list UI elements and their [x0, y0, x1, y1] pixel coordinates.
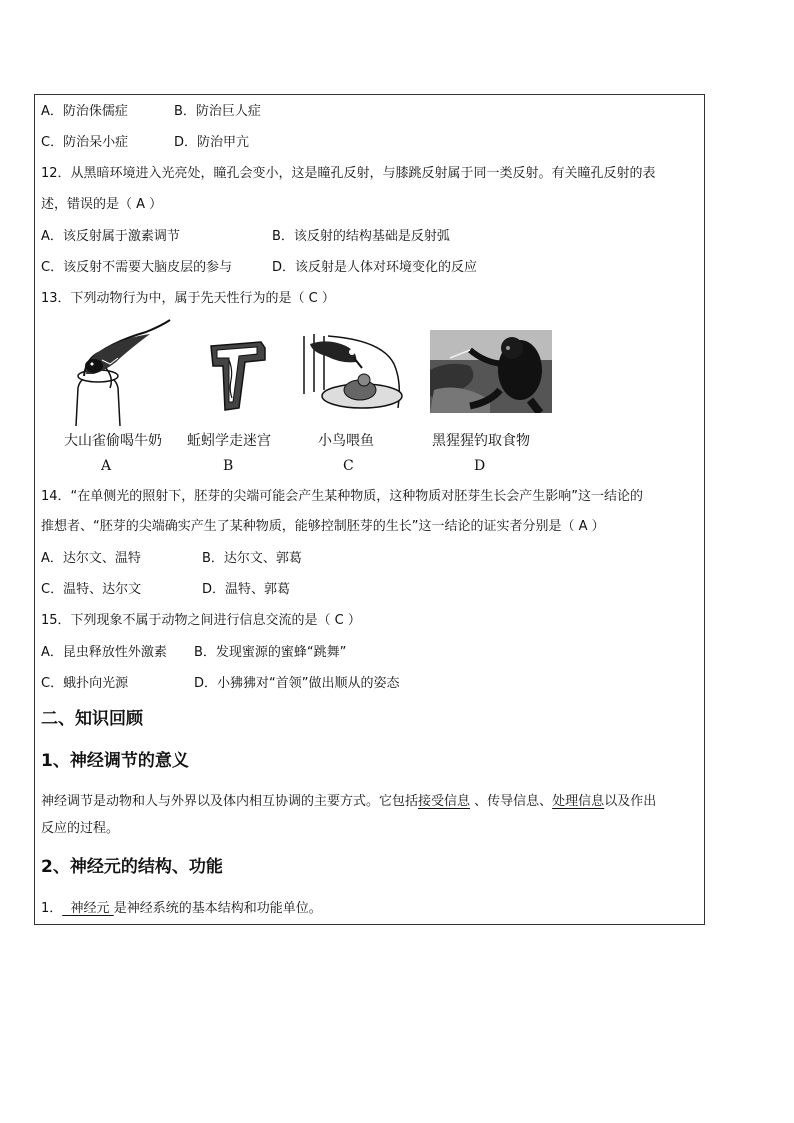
blank-answer-2: 处理信息 [552, 794, 605, 809]
chimpanzee-fishing-termites-icon [430, 330, 552, 413]
q15-option-b: B．发现蜜源的蜜蜂“跳舞” [194, 645, 347, 660]
section-title: 二、知识回顾 [41, 709, 143, 729]
subsection-1-title: 1、神经调节的意义 [41, 751, 189, 771]
q15-option-a: A．昆虫释放性外激素 [41, 645, 167, 660]
q11-option-c: C．防治呆小症 [41, 135, 129, 150]
q12-option-a: A．该反射属于激素调节 [41, 229, 180, 244]
q12-stem-line1: 12．从黑暗环境进入光亮处，瞳孔会变小，这是瞳孔反射，与膝跳反射属于同一类反射。有关瞳孔反射的表 [41, 166, 656, 181]
q13-caption-d: 黑猩猩钓取食物 [432, 433, 530, 449]
subsection-2-title: 2、神经元的结构、功能 [41, 857, 223, 877]
q14-stem-line2: 推想者、“胚芽的尖端确实产生了某种物质，能够控制胚芽的生长”这一结论的证实者分别是（ A ） [41, 519, 605, 534]
q14-option-d: D．温特、郭葛 [202, 582, 291, 597]
text-segment: 是神经系统的基本结构和功能单位。 [113, 901, 322, 916]
text-segment: 以及作出 [604, 794, 657, 809]
q14-option-c: C．温特、达尔文 [41, 582, 142, 597]
q12-option-d: D．该反射是人体对环境变化的反应 [272, 260, 478, 275]
q12-option-b: B．该反射的结构基础是反射弧 [272, 229, 450, 244]
subsection-1-text-line1 [41, 793, 656, 811]
bird-drinking-milk-icon [66, 318, 176, 428]
q14-stem-line1: 14．“在单侧光的照射下，胚芽的尖端可能会产生某种物质，这种物质对胚芽生长会产生影响”这一结论的 [41, 489, 644, 504]
earthworm-maze-icon [207, 340, 269, 412]
q12-stem-line2: 述，错误的是（ A ） [41, 197, 163, 212]
q15-option-d: D．小狒狒对“首领”做出顺从的姿态 [194, 676, 400, 691]
blank-answer-1: 接受信息 [418, 794, 471, 809]
blank-answer-3: 神经元 [62, 901, 114, 916]
q15-stem: 15．下列现象不属于动物之间进行信息交流的是（ C ） [41, 613, 361, 628]
q11-option-b: B．防治巨人症 [174, 104, 261, 119]
bird-feeding-fish-icon [302, 334, 408, 414]
q13-letter-c: C [343, 458, 354, 474]
q11-option-d: D．防治甲亢 [174, 135, 250, 150]
item-number: 1． [41, 901, 63, 916]
subsection-2-item-1 [41, 900, 322, 918]
subsection-1-text-line2: 反应的过程。 [41, 821, 120, 836]
q14-option-a: A．达尔文、温特 [41, 551, 141, 566]
q15-option-c: C．蛾扑向光源 [41, 676, 129, 691]
q13-letter-b: B [223, 458, 234, 474]
q13-letter-d: D [474, 458, 486, 474]
q14-option-b: B．达尔文、郭葛 [202, 551, 302, 566]
q13-letter-a: A [101, 458, 112, 474]
q13-caption-c: 小鸟喂鱼 [318, 433, 374, 449]
text-segment: 、传导信息、 [470, 794, 553, 809]
q13-caption-b: 蚯蚓学走迷宫 [187, 433, 271, 449]
q13-stem: 13．下列动物行为中，属于先天性行为的是（ C ） [41, 291, 335, 306]
q11-option-a: A．防治侏儒症 [41, 104, 128, 119]
text-segment: 神经调节是动物和人与外界以及体内相互协调的主要方式。它包括 [41, 794, 419, 809]
q13-caption-a: 大山雀偷喝牛奶 [64, 433, 162, 449]
q12-option-c: C．该反射不需要大脑皮层的参与 [41, 260, 233, 275]
